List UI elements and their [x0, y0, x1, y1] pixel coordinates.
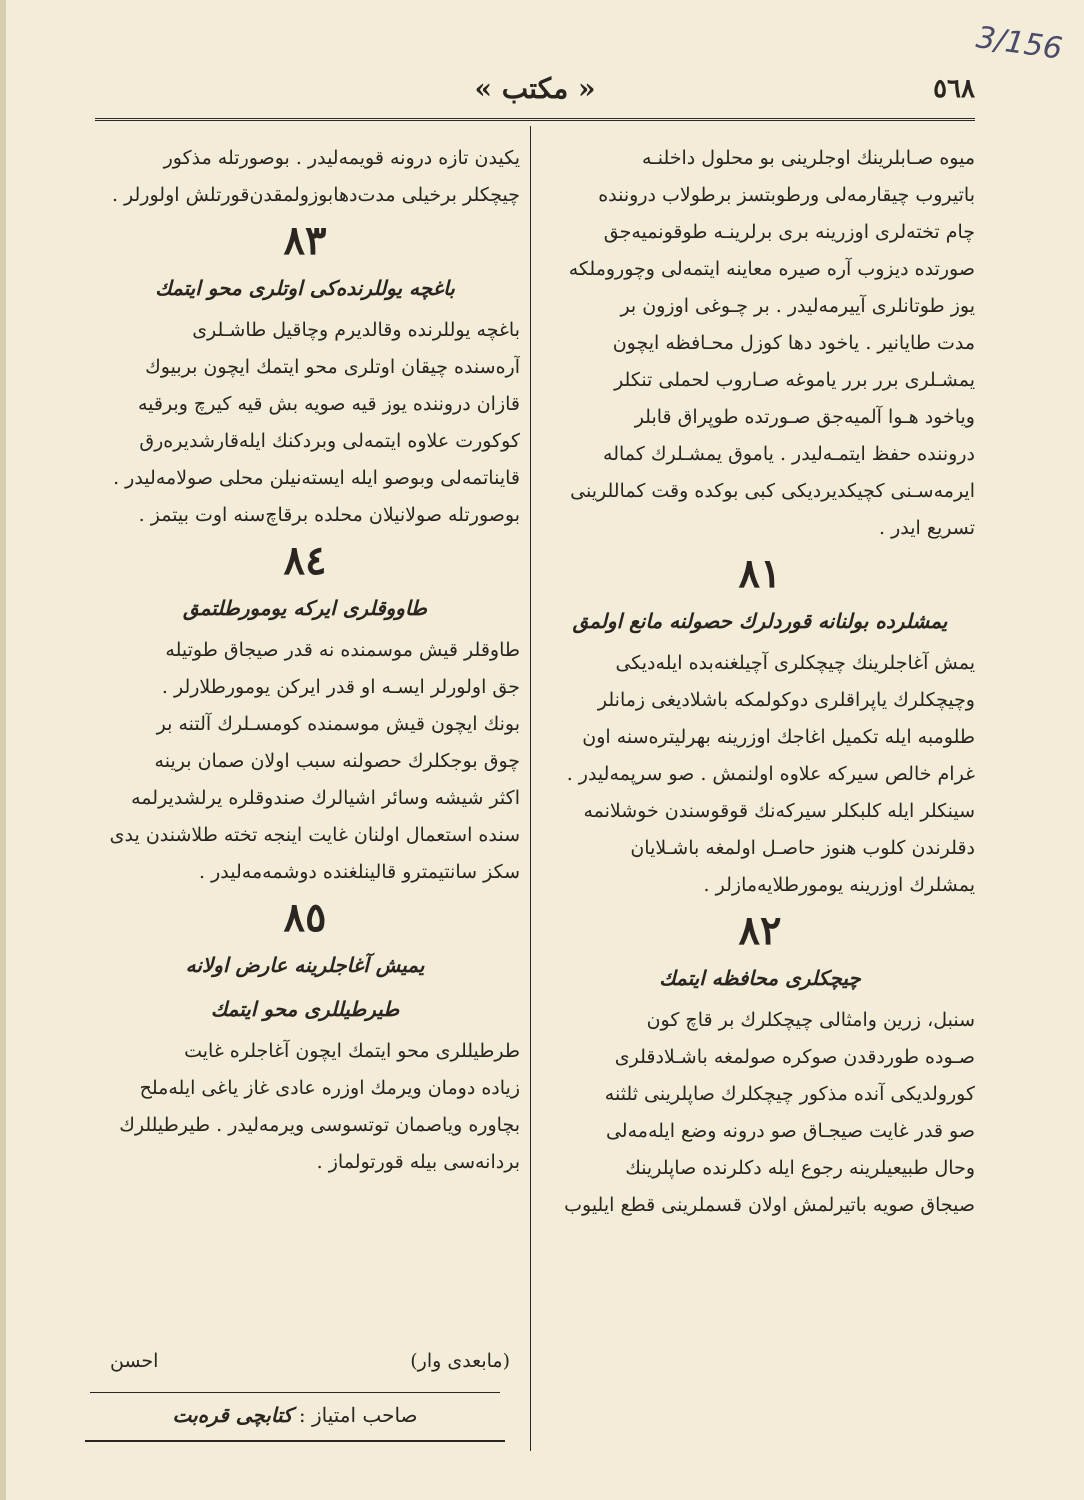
journal-title: « مكتب »: [474, 72, 596, 105]
text-line: یمشـلری برر برر یاموغه صـاروب لحملی تنكلر: [614, 369, 975, 391]
publisher-line: [90, 1403, 500, 1427]
section-82-body: [545, 1002, 975, 1224]
text-line: زیاده دومان ویرمك اوزره عادی غاز یاغی ایلەملح: [139, 1077, 520, 1099]
text-line: طاوقلر قیش موسمنده نه قدر صیجاق طوتیله‌: [165, 639, 520, 661]
text-line: مدت طایانیر . یاخود دها کوزل محـافظه ایچون: [612, 332, 975, 354]
continued-paragraph: [90, 140, 520, 214]
text-line: صـوده طوردقدن صوكره صولمغه باشـلادقلری: [614, 1046, 975, 1068]
section-number-82: ٨٢: [738, 907, 782, 954]
intro-paragraph: [545, 140, 975, 547]
text-line: باتیروب چیقارمەلی ورطوبتسز برطولاب درونندە: [598, 184, 975, 206]
text-line: كوكورت علاوه ایتمەلی وبردكنك ایلەقارشدیرەرق: [139, 430, 520, 452]
text-line: میوه صـابلرینك اوجلرینی بو محلول داخلنـه: [641, 147, 975, 169]
page-header: [95, 70, 975, 110]
text-line: اكثر شیشه وسائر اشیالرك صندوقلره یرلشدیرلمه‌: [131, 787, 520, 809]
text-line: قایناتمەلی وبوصو ایله ایستەنیلن محلی صولامەلیدر .: [113, 467, 520, 489]
section-title-84: طاووقلری ایركه یومورطلتمق: [183, 596, 427, 620]
text-line: سنبل، زرین وامثالی چیچكلرك بر قاچ كون: [646, 1009, 975, 1031]
section-83-body: [90, 312, 520, 534]
section-title-83: باغچه یوللرندەكی اوتلری محو ایتمك: [155, 276, 455, 300]
footer-rule-top: [90, 1392, 500, 1393]
left-column: [90, 140, 520, 1181]
text-line: چوق بوجكلرك حصولنه سبب اولان صمان برینه: [154, 750, 520, 772]
text-line: صو قدر غایت صیجـاق صو درونه وضع ایلەمەلی: [605, 1120, 975, 1142]
section-number-81: ٨١: [738, 550, 782, 597]
text-line: كورولدیكی آنده مذكور چیچكلرك صاپلرینی ثلثنه: [604, 1083, 975, 1105]
text-line: یكیدن تازه درونه قویمەلیدر . بوصورتله مذكور: [163, 147, 520, 169]
right-column: [545, 140, 975, 1224]
text-line: وچیچكلرك یاپراقلری دوكولمكه باشلادیغی زمانلر: [597, 689, 975, 711]
section-title-82: چیچكلری محافظه ایتمك: [659, 966, 861, 990]
section-number-84: ٨٤: [283, 537, 327, 584]
text-line: یوز طوتانلری آییرمەلیدر . بر چـوغی اوزون بر: [620, 295, 975, 317]
section-85-body: [90, 1033, 520, 1181]
text-line: وحال طبیعیلرینه رجوع ایله دكلرنده صاپلرینك: [625, 1157, 975, 1179]
section-title-85-line1: یمیش آغاجلرینه عارض اولانه: [185, 953, 425, 977]
footer-rule-bottom: [85, 1440, 505, 1442]
text-line: سكز سانتیمترو قالینلغنده دوشمەمەلیدر .: [199, 861, 520, 883]
text-line: سینكلر ایله كلبكلر سیركەنك قوقوسندن خوشلانمه: [583, 800, 975, 822]
text-line: یمش آغاجلرینك چیچكلری آچیلغنه‌بده ایلەدیكی: [615, 652, 975, 674]
continuation-row: [110, 1350, 510, 1372]
section-number-83: ٨٣: [283, 217, 327, 264]
text-line: درونندە حفظ ایتمـەلیدر . یاموق یمشـلرك كماله: [603, 443, 975, 465]
text-line: بوصورتله صولانیلان محلده برقاچ‌سنه اوت بیتمز .: [138, 504, 520, 526]
column-divider: [530, 126, 531, 1451]
text-line: چام تختەلری اوزرینه بری برلرینـه طوقونمیەجق: [603, 221, 975, 243]
text-line: طرطیللری محو ایتمك ایچون آغاجلره غایت: [184, 1040, 520, 1062]
section-number-85: ٨٥: [283, 894, 327, 941]
section-84-body: [90, 632, 520, 891]
text-line: غرام خالص سیركه علاوه اولنمش . صو سرپمەلیدر .: [566, 763, 975, 785]
text-line: طلومبه ایله تكمیل اغاجك اوزرینه بهرلیترەسنه اون: [582, 726, 975, 748]
page-number: ٥٦٨: [933, 74, 975, 104]
owner-label: صاحب امتیاز :: [298, 1403, 418, 1427]
text-line: جق اولورلر ایسـه او قدر ایركن یومورطلارلر .: [161, 676, 520, 698]
text-line: قازان درونندە یوز قیه صویه بش قیه كیرچ وبرقیه: [137, 393, 520, 415]
section-81-body: [545, 645, 975, 904]
text-line: سنده استعمال اولنان غایت اینجه تخته طلاشندن یدی: [109, 824, 520, 846]
continued-note: (مابعدی وار): [410, 1350, 510, 1372]
author-signature: احسن: [110, 1350, 159, 1372]
text-line: بونك ایچون قیش موسمنده كومسـلرك آلتنه بر: [156, 713, 520, 735]
section-title-81: یمشلرده بولنانه قوردلرك حصولنه مانع اولمق: [572, 609, 948, 633]
text-line: یمشلرك اوزرینه یومورطلایەمازلر .: [703, 874, 975, 896]
header-rule: [95, 118, 975, 123]
text-line: ایرمەسـنی كچیكدیردیكی كبی بوكده وقت كماللرینی: [570, 480, 975, 502]
text-line: آرەسنده چیقان اوتلری محو ایتمك ایچون بربیوك: [145, 356, 520, 378]
text-line: صیجاق صویه باتیرلمش اولان قسملرینی قطع ایلیوب: [564, 1194, 975, 1216]
text-line: دقلرندن كلوب هنوز حاصـل اولمغه باشـلایان: [630, 837, 975, 859]
text-line: بچاوره ویاصمان توتسوسی ویرمەلیدر . طیرطیللرك: [119, 1114, 520, 1136]
text-line: چیچكلر برخیلی مدت‌دهابوزولمقدن‌قورتلش اولورلر .: [111, 184, 520, 206]
text-line: ویاخود هـوا آلمیەجق صـورتده طوپراق قابلر: [634, 406, 975, 428]
text-line: بردانەسی بیله قورتولماز .: [316, 1151, 520, 1173]
manuscript-annotation: 3/156: [973, 20, 1065, 67]
owner-name: كتابچی قرەبت: [172, 1403, 293, 1427]
text-line: باغچه یوللرنده وقالدیرم وچاقیل طاشـلری: [192, 319, 520, 341]
text-line: تسریع ایدر .: [879, 517, 975, 539]
section-title-85-line2: طیرطیللری محو ایتمك: [210, 997, 400, 1021]
text-line: صورتده دیزوب آره صیره معاینه ایتمەلی وچوروملكه: [568, 258, 975, 280]
